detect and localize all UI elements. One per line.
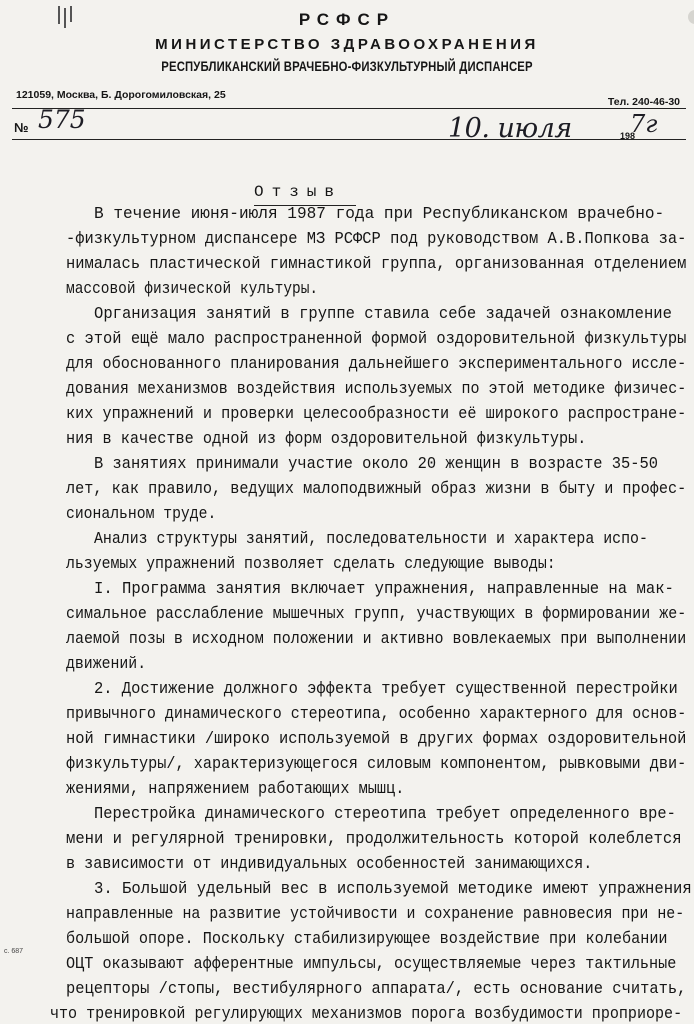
letterhead-institution: РЕСПУБЛИКАНСКИЙ ВРАЧЕБНО-ФИЗКУЛЬТУРНЫЙ ДИСПАНСЕР bbox=[161, 58, 533, 74]
body-line: жениями, напряжением работающих мышц. bbox=[66, 779, 405, 798]
letterhead-ministry: МИНИСТЕРСТВО ЗДРАВООХРАНЕНИЯ bbox=[155, 36, 539, 53]
body-line: направленные на развитие устойчивости и сохранение равновесия при не- bbox=[66, 904, 685, 923]
body-line: В течение июня-июля 1987 года при Республиканском врачебно- bbox=[94, 204, 665, 223]
body-line: I. Программа занятия включает упражнения, направленные на мак- bbox=[94, 579, 674, 598]
body-line: ОЦТ оказывают афферентные импульсы, осуществляемые через тактильные bbox=[66, 954, 677, 973]
body-line: рецепторы /стопы, вестибулярного аппарата/, есть основание считать, bbox=[66, 979, 687, 998]
body-line: Анализ структуры занятий, последовательности и характера испо- bbox=[94, 529, 648, 548]
body-line: лаемой позы в исходном положении и активно вовлекаемых при выполнении bbox=[66, 629, 687, 648]
margin-note: с. 687 bbox=[4, 948, 24, 955]
body-line: в зависимости от индивидуальных особенностей занимающихся. bbox=[66, 854, 593, 873]
body-line: привычного динамического стереотипа, особенно характерного для основ- bbox=[66, 704, 687, 723]
body-line: льзуемых упражнений позволяет сделать следующие выводы: bbox=[66, 554, 556, 573]
letterhead-republic: РСФСР bbox=[298, 10, 396, 29]
body-line: симальное расслабление мышечных групп, участвующих в формировании же- bbox=[66, 604, 687, 623]
body-line: 2. Достижение должного эффекта требует существенной перестройки bbox=[94, 679, 678, 698]
body-line: что тренировкой регулирующих механизмов порога возбудимости проприоре- bbox=[50, 1004, 683, 1023]
body-line: Перестройка динамического стереотипа требует определенного вре- bbox=[94, 804, 676, 823]
letterhead-rule-bottom bbox=[12, 139, 686, 140]
letterhead-phone: Тел. 240-46-30 bbox=[607, 96, 680, 108]
body-line: физкультуры/, характеризующегося силовым компонентом, рывковыми дви- bbox=[66, 754, 687, 773]
year-handwritten: 7г bbox=[630, 110, 658, 138]
body-line: для обоснованного планирования дальнейшего экспериментального иссле- bbox=[66, 354, 687, 373]
outgoing-number-handwritten: 575 bbox=[38, 105, 86, 134]
body-line: ких упражнений и проверки целесообразности её широкого распростране- bbox=[66, 404, 687, 423]
body-line: Организация занятий в группе ставила себе задачей ознакомление bbox=[94, 304, 672, 323]
body-line: нималась пластической гимнастикой группа, организованная отделением bbox=[66, 254, 687, 273]
body-line: мени и регулярной тренировки, продолжительность которой колеблется bbox=[66, 829, 682, 848]
body-line: большой опоре. Поскольку стабилизирующее воздействие при колебании bbox=[66, 929, 668, 948]
body-line: ния в качестве одной из форм оздоровительной физкультуры. bbox=[66, 429, 587, 448]
body-line: массовой физической культуры. bbox=[66, 279, 319, 298]
body-line: сиональном труде. bbox=[66, 504, 217, 523]
body-line: 3. Большой удельный вес в используемой методике имеют упражнения bbox=[94, 879, 692, 898]
body-line: В занятиях принимали участие около 20 женщин в возрасте 35-50 bbox=[94, 454, 658, 473]
body-line: -физкультурном диспансере МЗ РСФСР под руководством А.В.Попкова за- bbox=[66, 229, 687, 248]
body-line: движений. bbox=[66, 654, 147, 673]
outgoing-number-label: № bbox=[14, 120, 29, 135]
letterhead-rule-top bbox=[12, 108, 686, 109]
letterhead-address: 121059, Москва, Б. Дорогомиловская, 25 bbox=[16, 89, 226, 101]
body-line: дования механизмов воздействия используемых по этой методике физичес- bbox=[66, 379, 687, 398]
date-handwritten: 10. июля bbox=[448, 113, 572, 144]
body-line: ной гимнастики /широко используемой в других формах оздоровительной bbox=[66, 729, 687, 748]
body-line: лет, как правило, ведущих малоподвижный образ жизни в быту и профес- bbox=[66, 479, 687, 498]
year-prefix: 198 bbox=[620, 131, 636, 141]
document-title: Отзыв bbox=[254, 183, 343, 201]
body-line: с этой ещё мало распространенной формой оздоровительной физкультуры bbox=[66, 329, 687, 348]
